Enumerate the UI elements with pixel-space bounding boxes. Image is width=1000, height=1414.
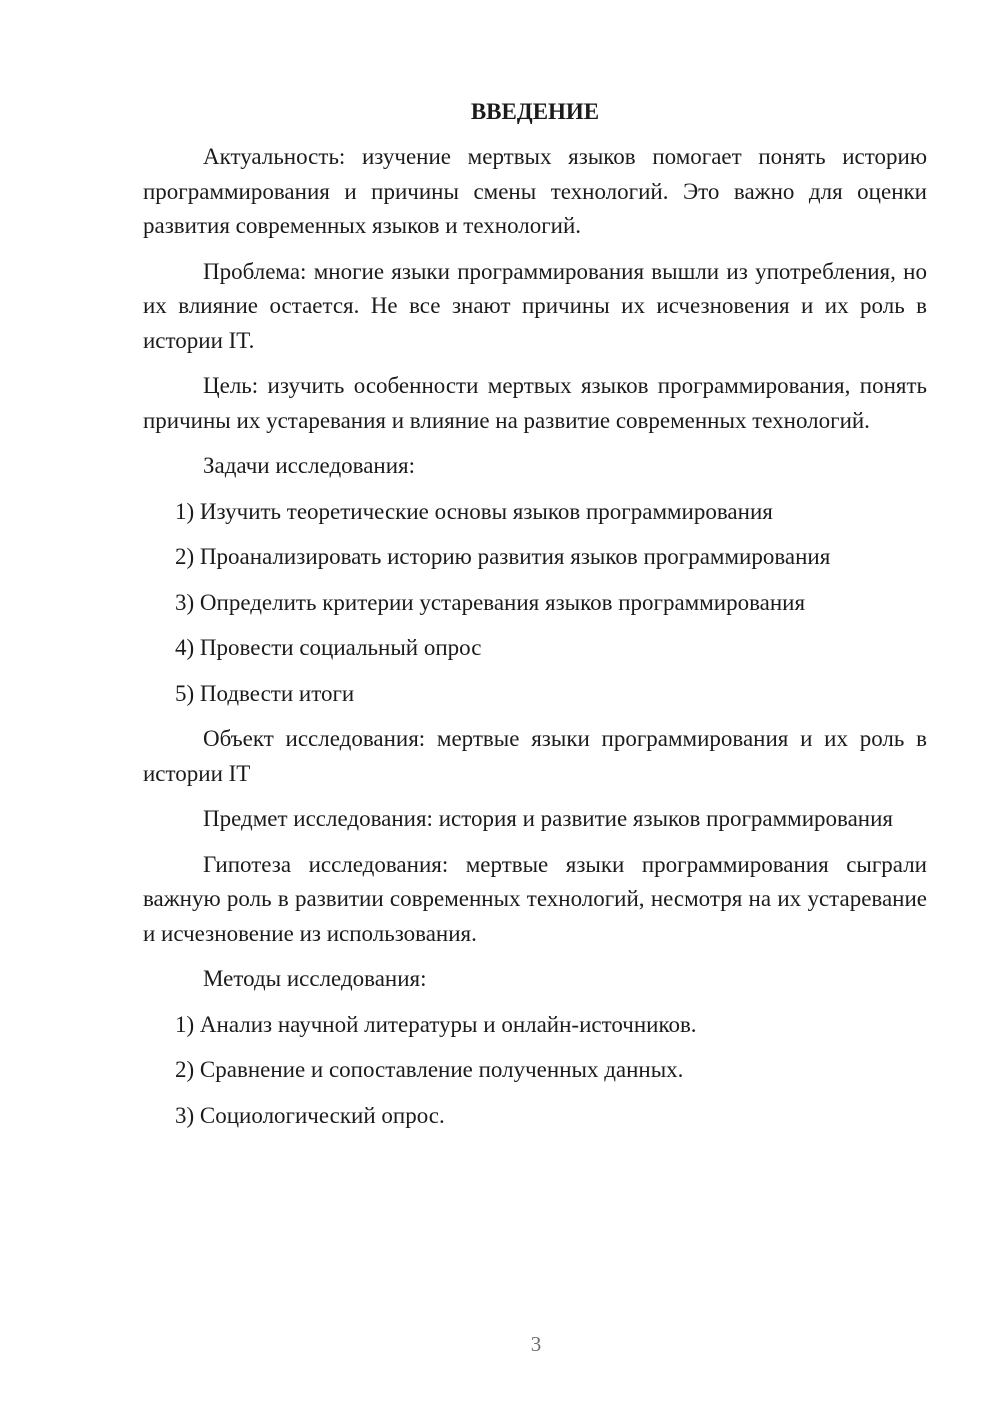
page-number: 3 [530,1332,542,1356]
task-item: 1) Изучить теоретические основы языков программирования [175,498,773,524]
problem-paragraph: Проблема: многие языки программирования вышли из употребления, но их влияние остается. Не все знают причины их исчезновения и их роль в истории IT. [143,258,927,353]
method-item: 1) Анализ научной литературы и онлайн-источников. [175,1011,697,1037]
methods-heading: Методы исследования: [203,966,427,991]
tasks-heading: Задачи исследования: [203,453,416,478]
document-body [143,95,927,1144]
section-title: ВВЕДЕНИЕ [470,99,600,124]
task-item: 5) Подвести итоги [175,680,355,706]
hypothesis-paragraph: Гипотеза исследования: мертвые языки программирования сыграли важную роль в развитии современных технологий, несмотря на их устаревание и исчезновение из использования. [143,851,927,946]
subject-paragraph: Предмет исследования: история и развитие языков программирования [203,806,893,831]
task-item: 4) Провести социальный опрос [175,635,482,660]
method-item: 3) Социологический опрос. [175,1102,445,1128]
task-item: 2) Проанализировать историю развития языков программирования [175,544,831,569]
method-item: 2) Сравнение и сопоставление полученных данных. [175,1057,684,1082]
object-paragraph: Объект исследования: мертвые языки программирования и их роль в истории IT [143,726,927,786]
goal-paragraph: Цель: изучить особенности мертвых языков программирования, понять причины их устаревания и влияние на развитие современных технологий. [143,373,927,433]
relevance-paragraph: Актуальность: изучение мертвых языков помогает понять историю программирования и причины смены технологий. Это важно для оценки развития современных языков и технологий. [143,144,927,238]
task-item: 3) Определить критерии устаревания языков программирования [175,589,806,615]
